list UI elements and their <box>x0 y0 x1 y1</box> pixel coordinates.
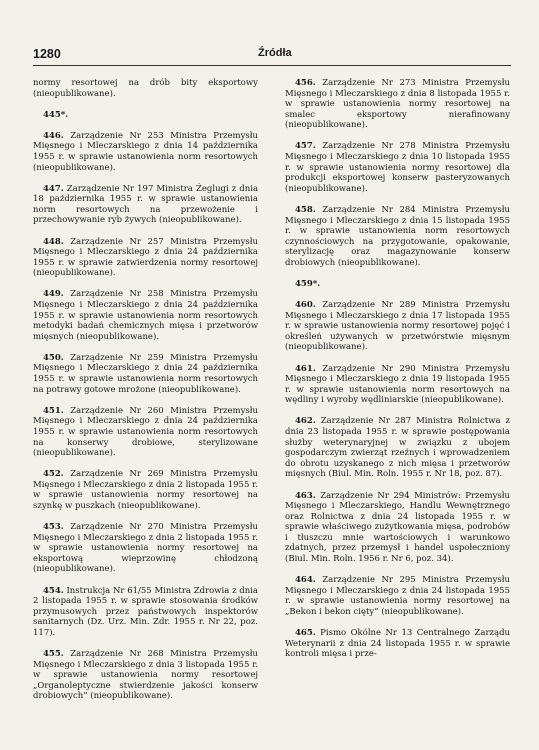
entry-464: 464. Zarządzenie Nr 295 Ministra Przemysłu Mięsnego i Mleczarskiego z dnia 24 listopada 1955 r. w sprawie ustanowienia normy resortowej na „Bekon i bekon cięty” (nieopublikowane). <box>285 575 511 617</box>
entry-456: 456. Zarządzenie Nr 273 Ministra Przemysłu Mięsnego i Mleczarskiego z dnia 8 listopada 1955 r. w sprawie ustanowienia normy resortowej na smalec eksportowy nierafinowany (nieopublikowane). <box>285 78 511 131</box>
left-column <box>33 78 258 713</box>
entry-460: 460. Zarządzenie Nr 289 Ministra Przemysłu Mięsnego i Mleczarskiego z dnia 17 listopada 1955 r. w sprawie ustanowienia normy resortowej pojęć i określeń używanych w przetwórstwie mięsnym (nieopublikowane). <box>285 300 511 353</box>
entry-463: 463. Zarządzenie Nr 294 Ministrów: Przemysłu Mięsnego i Mleczarskiego, Handlu Wewnętrznego oraz Rolnictwa z dnia 24 listopada 1955 r. w sprawie właściwego zużytkowania mięsa, podrobów i tłuszczu mnie wartościowych i warunkowo zdatnych, przez przemysł i handel uspołeczniony (Biul. Min. Roln. 1956 r. Nr 6, poz. 34). <box>285 490 511 565</box>
entry-465: 465. Pismo Okólne Nr 13 Centralnego Zarządu Weterynarii z dnia 24 listopada 1955 r. w sprawie kontroli mięsa i prze- <box>285 628 510 660</box>
running-title: Źródła <box>258 47 292 59</box>
entry-462: 462. Zarządzenie Nr 287 Ministra Rolnictwa z dnia 23 listopada 1955 r. w sprawie postępowania służby weterynaryjnej w związku z ubojem gospodarczym zwierząt rzeźnych i wprowadzeniem do obrotu uzyskanego z nich mięsa i przetworów mięsnych (Biul. Min. Roln. 1955 r. Nr 18, poz. 87). <box>285 416 510 480</box>
entry-449: 449. Zarządzenie Nr 258 Ministra Przemysłu Mięsnego i Mleczarskiego z dnia 24 października 1955 r. w sprawie ustanowienia norm resortowych metodyki badań chemicznych mięsa i przetworów mięsnych (nieopublikowane). <box>33 289 259 342</box>
entry-446: 446. Zarządzenie Nr 253 Ministra Przemysłu Mięsnego i Mleczarskiego z dnia 14 października 1955 r. w sprawie ustanowienia norm resortowych (nieopublikowane). <box>33 130 259 173</box>
entry-461: 461. Zarządzenie Nr 290 Ministra Przemysłu Mięsnego i Mleczarskiego z dnia 19 listopada 1955 r. w sprawie ustanowienia norm resortowych na wędliny i wyroby wędliniarskie (nieopublikowane). <box>285 363 511 406</box>
entry-447: 447. Zarządzenie Nr 197 Ministra Żeglugi z dnia 18 października 1955 r. w sprawie ustanowienia norm resortowych na przewożenie i przechowywanie ryb żywych (nieopublikowane). <box>33 183 259 226</box>
entry-459: 459*. <box>295 279 321 289</box>
entry-448: 448. Zarządzenie Nr 257 Ministra Przemysłu Mięsnego i Mleczarskiego z dnia 24 października 1955 r. w sprawie zatwierdzenia normy resortowej (nieopublikowane). <box>33 236 259 279</box>
entry-continuation: normy resortowej na drób bity eksportowy (nieopublikowane). <box>33 78 258 99</box>
page-number: 1280 <box>33 47 61 61</box>
right-column <box>285 78 510 670</box>
entry-451: 451. Zarządzenie Nr 260 Ministra Przemysłu Mięsnego i Mleczarskiego z dnia 24 października 1955 r. w sprawie ustanowienia norm resortowych na konserwy drobiowe, sterylizowane (nieopublikowane). <box>33 405 259 459</box>
entry-458: 458. Zarządzenie Nr 284 Ministra Przemysłu Mięsnego i Mleczarskiego z dnia 15 listopada 1955 r. w sprawie ustanowienia norm resortowych czynnościowych na przygotowanie, opakowanie, sterylizację oraz magazynowanie konserw drobiowych (nieopublikowane). <box>285 204 511 268</box>
entry-454: 454. Instrukcja Nr 61/55 Ministra Zdrowia z dnia 2 listopada 1955 r. w sprawie stosowania środków przymusowych przez państwowych inspektorów sanitarnych (Dz. Urz. Min. Zdr. 1955 r. Nr 22, poz. 117). <box>33 585 258 638</box>
entry-453: 453. Zarządzenie Nr 270 Ministra Przemysłu Mięsnego i Mleczarskiego z dnia 2 listopada 1955 r. w sprawie ustanowienia normy resortowej na eksportową wieprzowinę chłodzoną (nieopublikowane). <box>33 522 259 575</box>
entry-450: 450. Zarządzenie Nr 259 Ministra Przemysłu Mięsnego i Mleczarskiego z dnia 24 października 1955 r. w sprawie ustanowienia norm resortowych na potrawy gotowe mrożone (nieopublikowane). <box>33 352 259 395</box>
entry-455: 455. Zarządzenie Nr 268 Ministra Przemysłu Mięsnego i Mleczarskiego z dnia 3 listopada 1955 r. w sprawie ustanowienia normy resortowej „Organoleptyczne stwierdzenie jakości konserw drobiowych” (nieopublikowane). <box>33 649 259 702</box>
entry-445: 445*. <box>43 109 69 120</box>
page-header <box>33 47 511 66</box>
entry-452: 452. Zarządzenie Nr 269 Ministra Przemysłu Mięsnego i Mleczarskiego z dnia 2 listopada 1955 r. w sprawie ustanowienia normy resortowej na szynkę w puszkach (nieopublikowane). <box>33 469 259 511</box>
entry-457: 457. Zarządzenie Nr 278 Ministra Przemysłu Mięsnego i Mleczarskiego z dnia 10 listopada 1955 r. w sprawie ustanowienia normy resortowej dla produkcji eksportowej konserw pasteryzowanych (nieopublikowane). <box>285 141 511 194</box>
